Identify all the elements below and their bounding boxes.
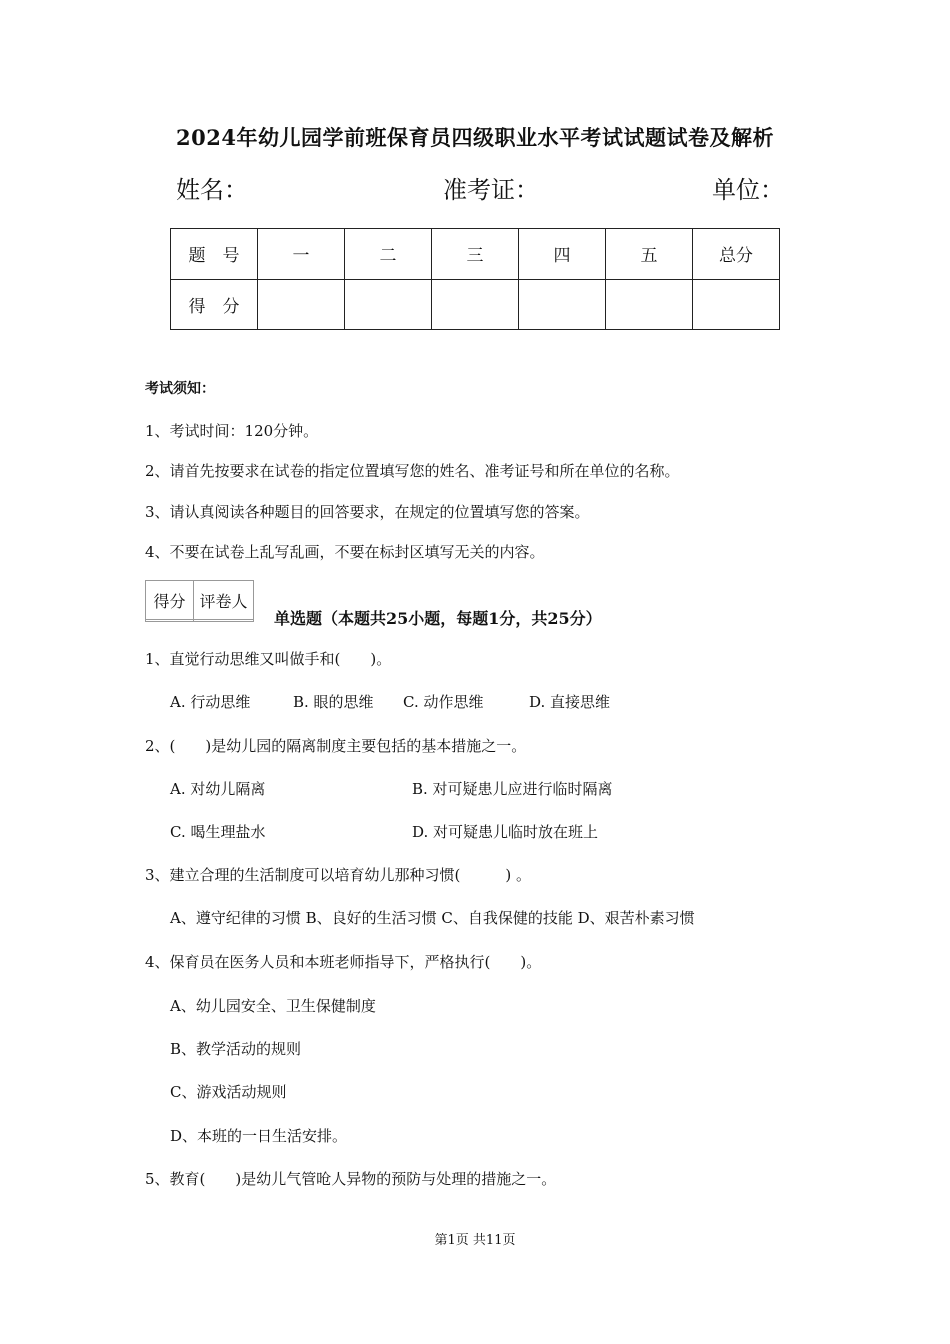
notice-heading: 考试须知：: [145, 381, 215, 397]
option-c[interactable]: C. 动作思维: [403, 693, 484, 711]
score-table-score-row: [171, 279, 780, 330]
score-table-header-row: [171, 229, 780, 280]
option-d[interactable]: D、本班的一日生活安排。: [170, 1127, 348, 1145]
unit-label: 单位：: [712, 176, 784, 204]
option-b[interactable]: B. 眼的思维: [293, 693, 374, 711]
page-footer: 第1页 共11页: [434, 1233, 516, 1248]
score-input-cell[interactable]: [258, 279, 345, 330]
grader-table: [145, 580, 254, 622]
option-d[interactable]: D. 直接思维: [529, 693, 611, 711]
option-a[interactable]: A、幼儿园安全、卫生保健制度: [170, 997, 376, 1015]
score-input-cell[interactable]: [606, 279, 693, 330]
exam-id-label: 准考证：: [443, 176, 539, 204]
question-stem: 4、保育员在医务人员和本班老师指导下，严格执行( )。: [145, 953, 542, 971]
score-table-cell: 题 号: [171, 229, 258, 280]
option-d[interactable]: D. 对可疑患儿临时放在班上: [412, 823, 599, 841]
notice-item: 1、考试时间：120分钟。: [145, 422, 319, 440]
score-input-cell[interactable]: [432, 279, 519, 330]
score-table-cell: 三: [432, 229, 519, 280]
score-row-label: 得 分: [171, 279, 258, 330]
score-table-cell: 一: [258, 229, 345, 280]
score-input-cell[interactable]: [345, 279, 432, 330]
section-title: 单选题（本题共25小题，每题1分，共25分）: [274, 609, 602, 628]
score-table: [170, 228, 780, 330]
question-stem: 2、( )是幼儿园的隔离制度主要包括的基本措施之一。: [145, 737, 527, 755]
option-a[interactable]: A. 对幼儿隔离: [170, 780, 266, 798]
option-b[interactable]: B、教学活动的规则: [170, 1040, 302, 1058]
question-stem: 5、教育( )是幼儿气管呛人异物的预防与处理的措施之一。: [145, 1170, 557, 1188]
option-c[interactable]: C. 喝生理盐水: [170, 823, 266, 841]
question-stem: 1、直觉行动思维又叫做手和( )。: [145, 650, 392, 668]
grader-score-cell[interactable]: [146, 620, 194, 622]
score-table-cell: 四: [519, 229, 606, 280]
notice-item: 2、请首先按要求在试卷的指定位置填写您的姓名、准考证号和所在单位的名称。: [145, 462, 680, 480]
notice-item: 4、不要在试卷上乱写乱画，不要在标封区填写无关的内容。: [145, 543, 545, 561]
grader-score-label: 得分: [146, 581, 194, 620]
option-c[interactable]: C、游戏活动规则: [170, 1083, 287, 1101]
grader-label: 评卷人: [194, 581, 254, 620]
score-input-cell[interactable]: [519, 279, 606, 330]
option-a[interactable]: A. 行动思维: [170, 693, 251, 711]
question-stem: 3、建立合理的生活制度可以培育幼儿那种习惯( ) 。: [145, 866, 532, 884]
grader-name-cell[interactable]: [194, 620, 254, 622]
options-line[interactable]: A、遵守纪律的习惯 B、良好的生活习惯 C、自我保健的技能 D、艰苦朴素习惯: [170, 909, 695, 927]
score-table-cell: 二: [345, 229, 432, 280]
name-label: 姓名：: [176, 176, 248, 204]
score-input-cell[interactable]: [693, 279, 780, 330]
notice-item: 3、请认真阅读各种题目的回答要求，在规定的位置填写您的答案。: [145, 503, 590, 521]
document-title: 2024年幼儿园学前班保育员四级职业水平考试试题试卷及解析: [176, 125, 774, 150]
score-table-cell: 总分: [693, 229, 780, 280]
option-b[interactable]: B. 对可疑患儿应进行临时隔离: [412, 780, 613, 798]
score-table-cell: 五: [606, 229, 693, 280]
